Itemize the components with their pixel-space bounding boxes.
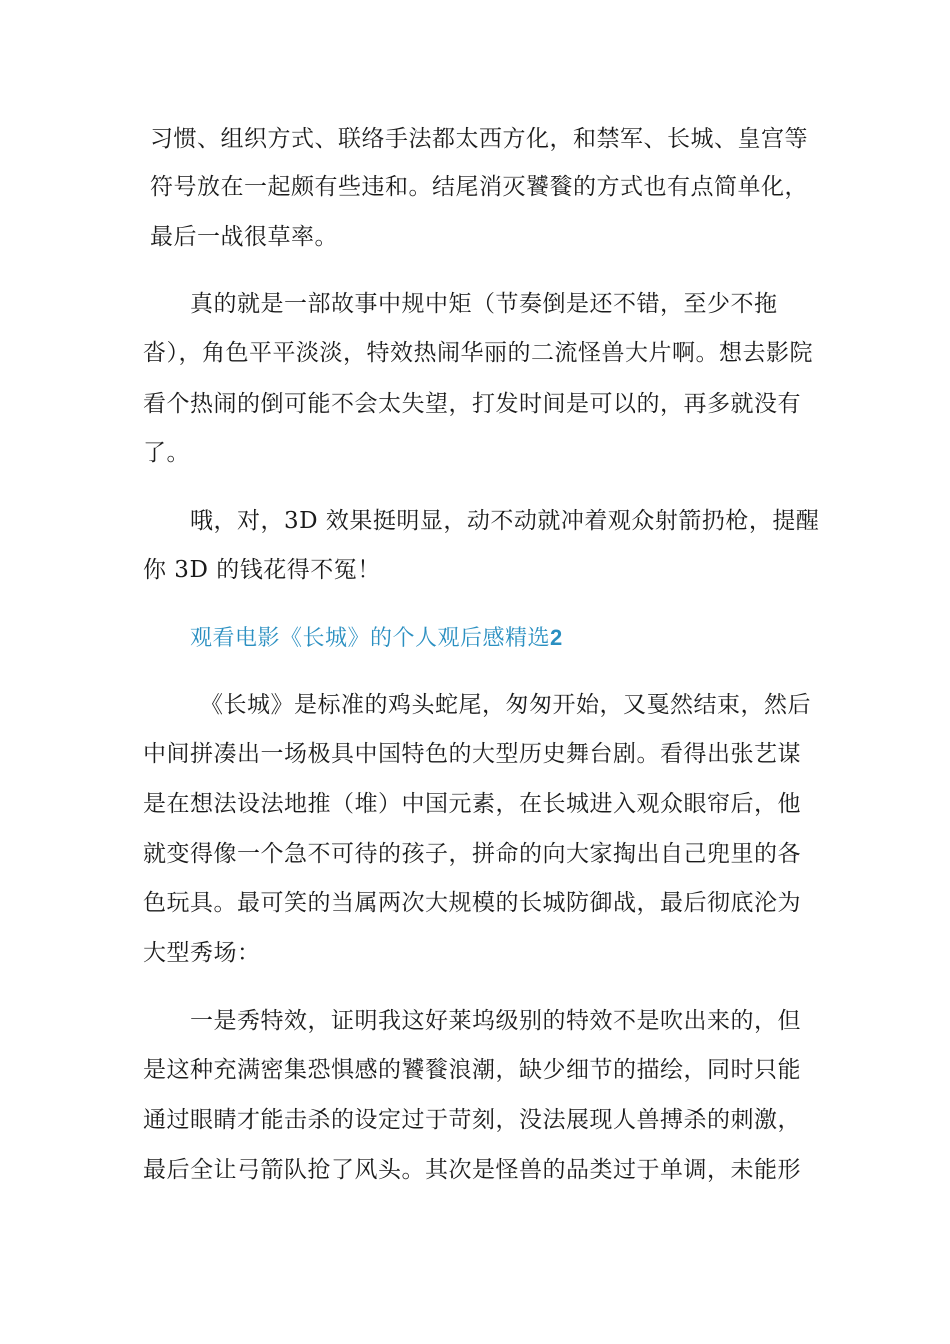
text-line: 大型秀场： <box>143 940 261 966</box>
text-line: 沓），角色平平淡淡，特效热闹华丽的二流怪兽大片啊。想去影院 <box>143 340 813 366</box>
text-line: 最后一战很草率。 <box>150 224 338 250</box>
text-line: 中间拼凑出一场极具中国特色的大型历史舞台剧。看得出张艺谋 <box>143 741 801 767</box>
text-line: 通过眼睛才能击杀的设定过于苛刻，没法展现人兽搏杀的刺激， <box>143 1107 801 1133</box>
text-line: 了。 <box>143 440 190 466</box>
section-heading-number: 2 <box>550 625 563 650</box>
text-line: 就变得像一个急不可待的孩子，拼命的向大家掏出自己兜里的各 <box>143 841 801 867</box>
text-line: 色玩具。最可笑的当属两次大规模的长城防御战，最后彻底沦为 <box>143 890 801 916</box>
section-heading <box>190 623 950 654</box>
text-line: 真的就是一部故事中规中矩（节奏倒是还不错，至少不拖 <box>190 291 778 317</box>
text-line: 符号放在一起颇有些违和。结尾消灭饕餮的方式也有点简单化， <box>150 174 808 200</box>
text-line: 习惯、组织方式、联络手法都太西方化，和禁军、长城、皇宫等 <box>150 126 808 152</box>
text-line: 是这种充满密集恐惧感的饕餮浪潮，缺少细节的描绘，同时只能 <box>143 1057 801 1083</box>
text-line: 一是秀特效，证明我这好莱坞级别的特效不是吹出来的，但 <box>190 1008 801 1034</box>
section-heading-text: 观看电影《长城》的个人观后感精选 <box>190 626 551 651</box>
text-line: 《长城》是标准的鸡头蛇尾，匆匆开始，又戛然结束，然后 <box>200 692 811 718</box>
text-line: 最后全让弓箭队抢了风头。其次是怪兽的品类过于单调，未能形 <box>143 1157 801 1183</box>
text-line: 看个热闹的倒可能不会太失望，打发时间是可以的，再多就没有 <box>143 391 801 417</box>
text-line: 你 3D 的钱花得不冤！ <box>143 557 381 583</box>
text-line: 哦，对，3D 效果挺明显，动不动就冲着观众射箭扔枪，提醒 <box>190 508 820 534</box>
text-line: 是在想法设法地推（堆）中国元素，在长城进入观众眼帘后，他 <box>143 791 801 817</box>
